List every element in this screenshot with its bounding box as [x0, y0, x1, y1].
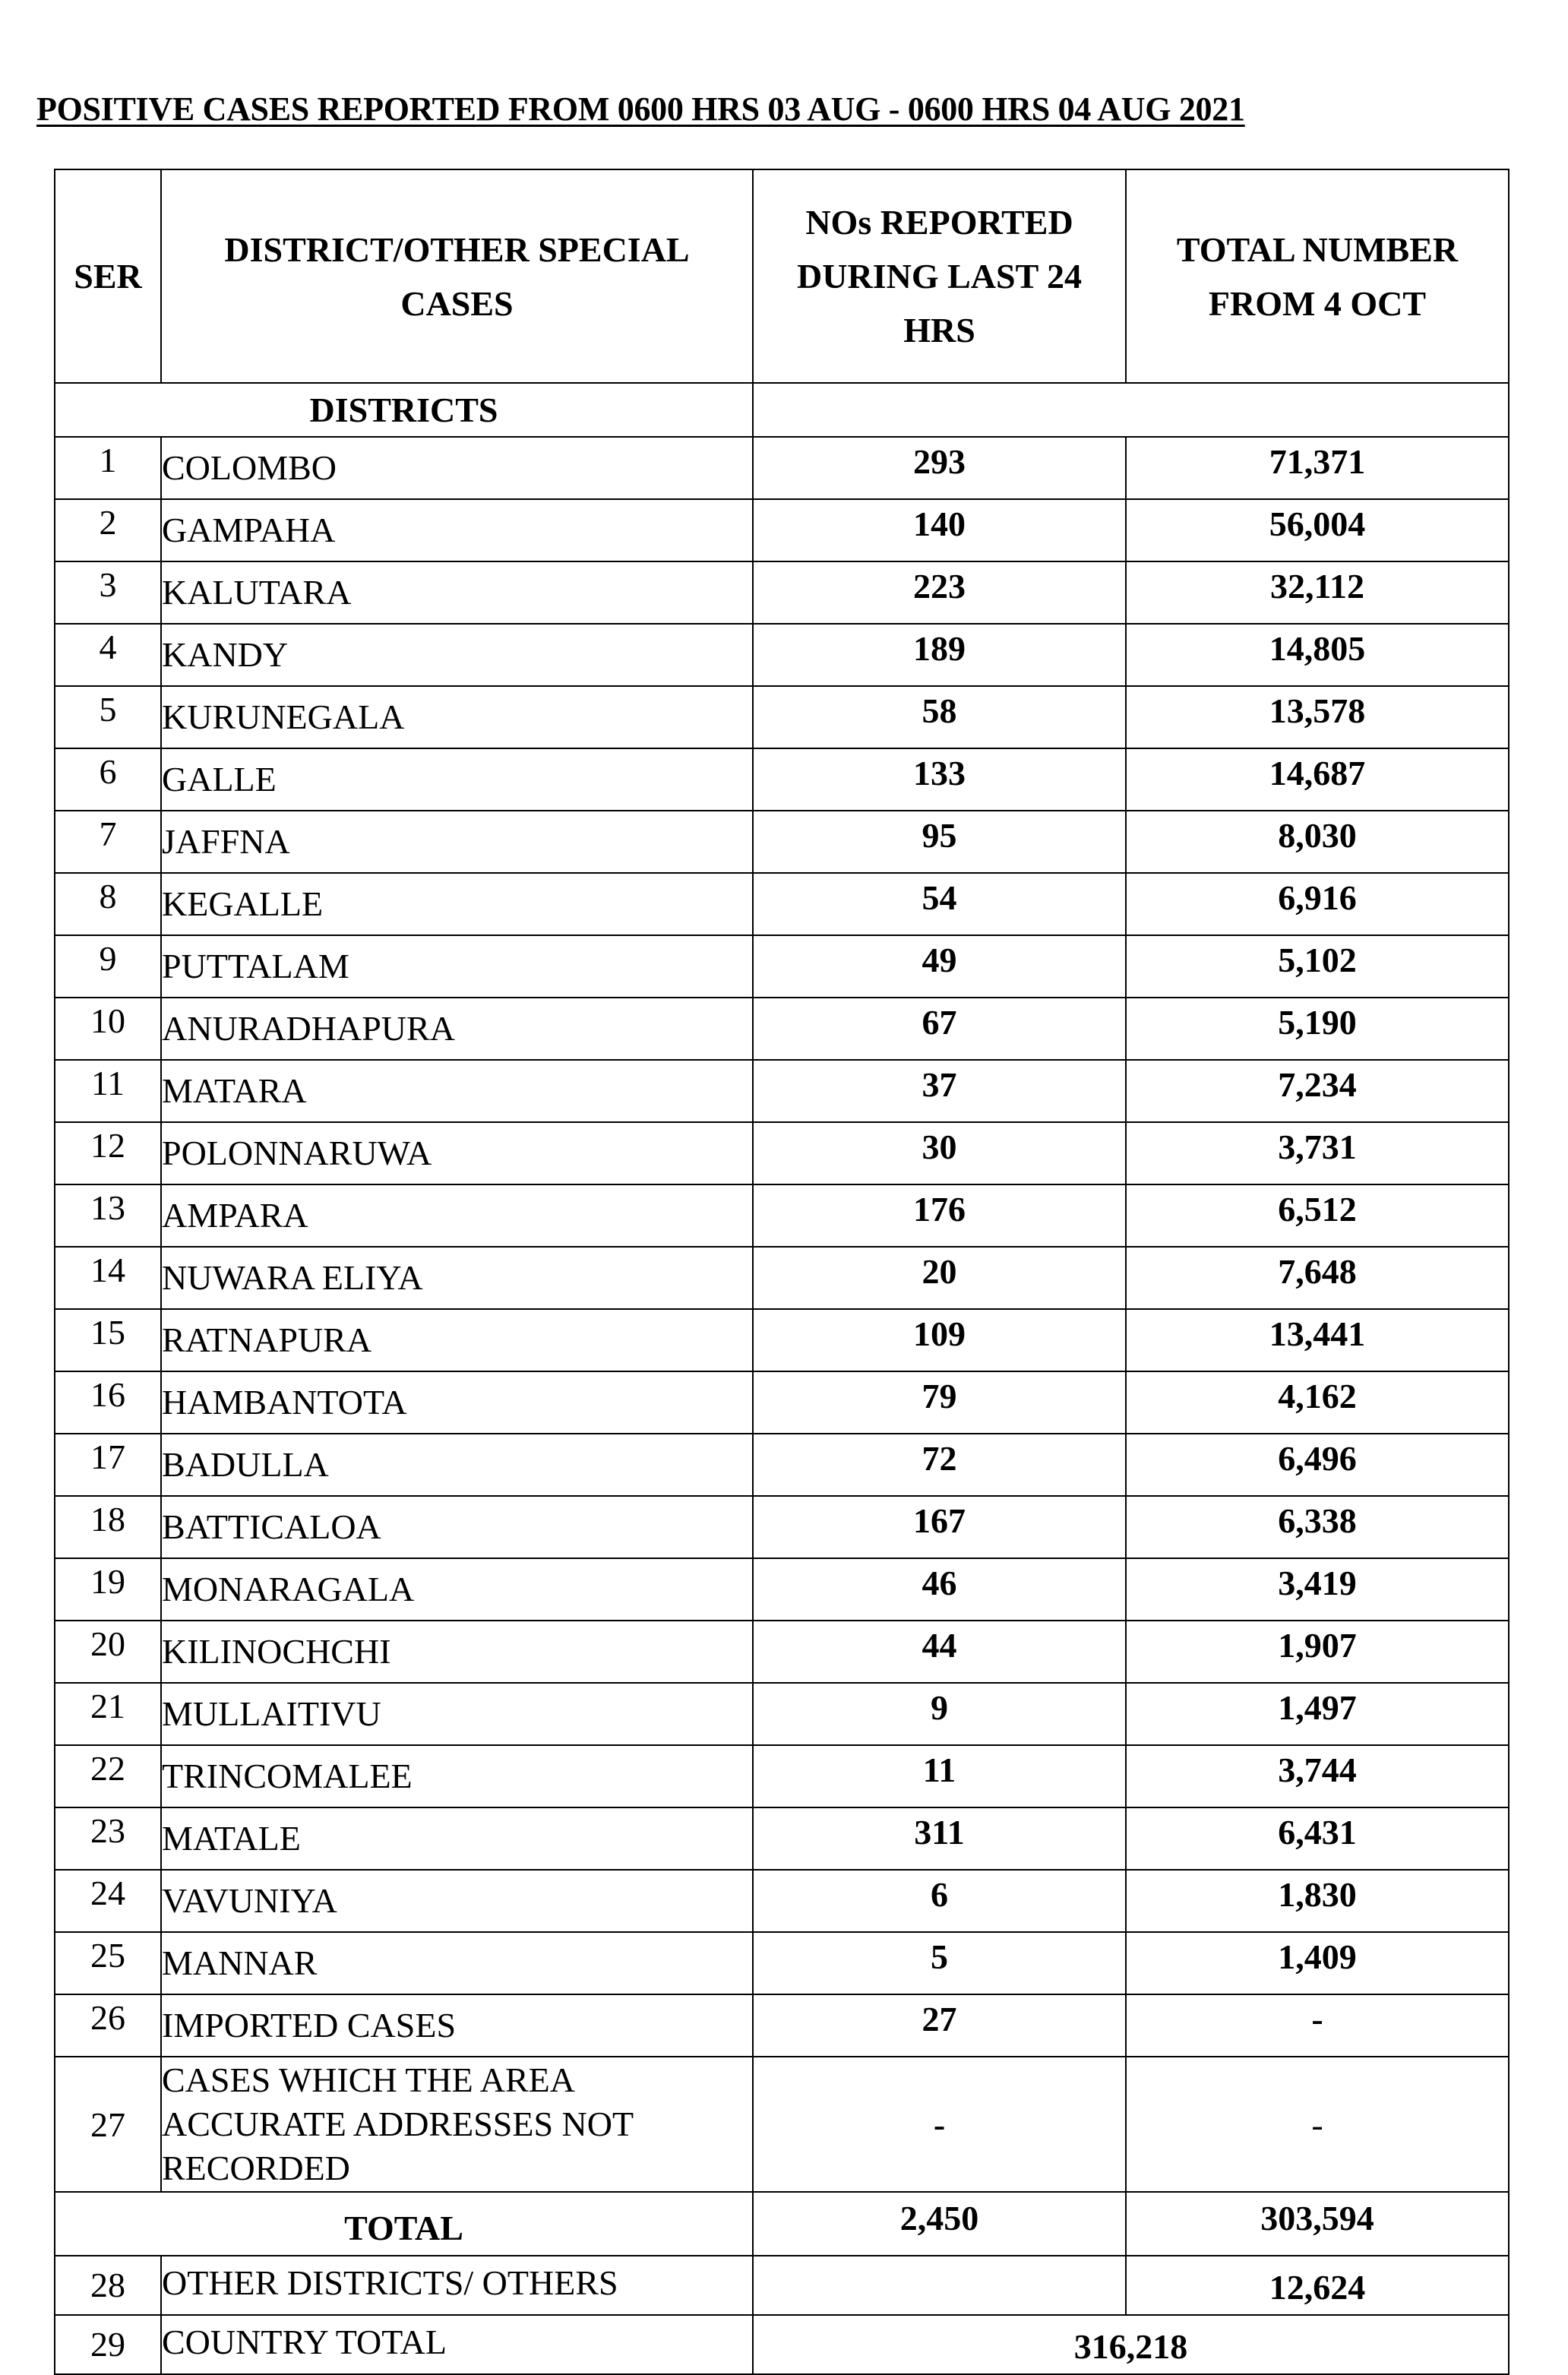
table-row — [55, 686, 1509, 748]
total-cell: 12,624 — [1126, 2256, 1509, 2315]
table-row — [55, 561, 1509, 624]
ser-cell: 12 — [55, 1122, 161, 1184]
district-name-cell: MATARA — [161, 1060, 753, 1122]
total-cell: - — [1126, 1994, 1509, 2057]
district-name-cell: COUNTRY TOTAL — [161, 2315, 753, 2374]
ser-cell: 28 — [55, 2256, 161, 2315]
last24-cell: 67 — [753, 998, 1126, 1060]
table-row — [55, 1558, 1509, 1621]
ser-cell: 3 — [55, 561, 161, 624]
positive-cases-table — [54, 169, 1510, 2375]
last24-cell: 293 — [753, 437, 1126, 499]
ser-cell: 20 — [55, 1621, 161, 1683]
last24-cell: 189 — [753, 624, 1126, 686]
total-cell: 71,371 — [1126, 437, 1509, 499]
total-last24-cell: 2,450 — [753, 2192, 1126, 2256]
last24-cell: 30 — [753, 1122, 1126, 1184]
district-name-cell: KEGALLE — [161, 873, 753, 935]
ser-cell: 2 — [55, 499, 161, 561]
total-cell: - — [1126, 2057, 1509, 2192]
last24-cell: 9 — [753, 1683, 1126, 1745]
table-row — [55, 1122, 1509, 1184]
total-cell: 1,830 — [1126, 1870, 1509, 1932]
last24-cell: 11 — [753, 1745, 1126, 1807]
table-row — [55, 1496, 1509, 1558]
district-name-cell: KALUTARA — [161, 561, 753, 624]
district-name-cell: NUWARA ELIYA — [161, 1247, 753, 1309]
district-name-cell: IMPORTED CASES — [161, 1994, 753, 2057]
last24-cell: 176 — [753, 1184, 1126, 1247]
total-cell: 8,030 — [1126, 811, 1509, 873]
last24-cell: - — [753, 2057, 1126, 2192]
name-line: RECORDED — [162, 2149, 350, 2187]
total-cell: 7,648 — [1126, 1247, 1509, 1309]
total-cell: 14,805 — [1126, 624, 1509, 686]
district-name-cell: KANDY — [161, 624, 753, 686]
document-title: POSITIVE CASES REPORTED FROM 0600 HRS 03 AUG - 0600 HRS 04 AUG 2021 — [36, 90, 1245, 128]
ser-cell: 27 — [55, 2057, 161, 2192]
ser-cell: 16 — [55, 1371, 161, 1434]
last24-cell: 72 — [753, 1434, 1126, 1496]
district-name-cell — [161, 2057, 753, 2192]
total-cell: 1,907 — [1126, 1621, 1509, 1683]
table-row — [55, 1807, 1509, 1870]
table-header-row — [55, 169, 1509, 383]
last24-cell: 5 — [753, 1932, 1126, 1994]
district-name-cell: JAFFNA — [161, 811, 753, 873]
total-cell: 3,744 — [1126, 1745, 1509, 1807]
ser-cell: 13 — [55, 1184, 161, 1247]
total-cell: 13,578 — [1126, 686, 1509, 748]
total-cell: 4,162 — [1126, 1371, 1509, 1434]
table-row — [55, 935, 1509, 998]
section-row-districts — [55, 383, 1509, 437]
table-row — [55, 1994, 1509, 2057]
table-row — [55, 2057, 1509, 2192]
district-name-cell: GAMPAHA — [161, 499, 753, 561]
total-cell: 3,419 — [1126, 1558, 1509, 1621]
district-name-cell: HAMBANTOTA — [161, 1371, 753, 1434]
district-name-cell: VAVUNIYA — [161, 1870, 753, 1932]
district-name-cell: ANURADHAPURA — [161, 998, 753, 1060]
ser-cell: 15 — [55, 1309, 161, 1371]
section-empty-cell — [753, 383, 1509, 437]
total-cell: 3,731 — [1126, 1122, 1509, 1184]
ser-cell: 23 — [55, 1807, 161, 1870]
ser-cell: 14 — [55, 1247, 161, 1309]
last24-cell: 133 — [753, 748, 1126, 811]
district-name-cell: MATALE — [161, 1807, 753, 1870]
ser-cell: 29 — [55, 2315, 161, 2374]
ser-cell: 9 — [55, 935, 161, 998]
district-name-cell: BADULLA — [161, 1434, 753, 1496]
table-row — [55, 1745, 1509, 1807]
table-row — [55, 998, 1509, 1060]
table-row — [55, 499, 1509, 561]
country-total-row — [55, 2315, 1509, 2374]
total-cell: 6,496 — [1126, 1434, 1509, 1496]
district-name-cell: RATNAPURA — [161, 1309, 753, 1371]
last24-cell: 140 — [753, 499, 1126, 561]
table-row — [55, 1309, 1509, 1371]
last24-cell: 223 — [753, 561, 1126, 624]
table-row — [55, 2256, 1509, 2315]
table-row — [55, 1371, 1509, 1434]
total-cell: 13,441 — [1126, 1309, 1509, 1371]
country-total-cell: 316,218 — [753, 2315, 1509, 2374]
table-row — [55, 1621, 1509, 1683]
ser-cell: 1 — [55, 437, 161, 499]
table-row — [55, 624, 1509, 686]
header-last24: NOs REPORTED DURING LAST 24 HRS — [753, 169, 1126, 383]
total-cell: 56,004 — [1126, 499, 1509, 561]
ser-cell: 26 — [55, 1994, 161, 2057]
total-cell: 5,102 — [1126, 935, 1509, 998]
district-name-cell: BATTICALOA — [161, 1496, 753, 1558]
ser-cell: 22 — [55, 1745, 161, 1807]
district-name-cell: MONARAGALA — [161, 1558, 753, 1621]
district-name-cell: KURUNEGALA — [161, 686, 753, 748]
ser-cell: 10 — [55, 998, 161, 1060]
total-cell: 7,234 — [1126, 1060, 1509, 1122]
total-cell: 6,916 — [1126, 873, 1509, 935]
district-name-cell: POLONNARUWA — [161, 1122, 753, 1184]
last24-cell: 311 — [753, 1807, 1126, 1870]
district-name-cell: MANNAR — [161, 1932, 753, 1994]
total-cell: 1,409 — [1126, 1932, 1509, 1994]
district-name-cell: COLOMBO — [161, 437, 753, 499]
district-name-cell: OTHER DISTRICTS/ OTHERS — [161, 2256, 753, 2315]
ser-cell: 5 — [55, 686, 161, 748]
table-row — [55, 1683, 1509, 1745]
table-row — [55, 811, 1509, 873]
last24-cell: 54 — [753, 873, 1126, 935]
ser-cell: 24 — [55, 1870, 161, 1932]
ser-cell: 18 — [55, 1496, 161, 1558]
table-row — [55, 1932, 1509, 1994]
table-row — [55, 1870, 1509, 1932]
ser-cell: 8 — [55, 873, 161, 935]
last24-cell: 49 — [753, 935, 1126, 998]
ser-cell: 19 — [55, 1558, 161, 1621]
last24-cell: 44 — [753, 1621, 1126, 1683]
ser-cell: 25 — [55, 1932, 161, 1994]
district-name-cell: TRINCOMALEE — [161, 1745, 753, 1807]
last24-cell: 167 — [753, 1496, 1126, 1558]
last24-cell: 27 — [753, 1994, 1126, 2057]
header-ser: SER — [55, 169, 161, 383]
district-name-cell: GALLE — [161, 748, 753, 811]
last24-cell: 46 — [753, 1558, 1126, 1621]
district-name-cell: PUTTALAM — [161, 935, 753, 998]
total-cell: 6,431 — [1126, 1807, 1509, 1870]
table-row — [55, 873, 1509, 935]
last24-cell — [753, 2256, 1126, 2315]
header-total: TOTAL NUMBER FROM 4 OCT — [1126, 169, 1509, 383]
ser-cell: 21 — [55, 1683, 161, 1745]
last24-cell: 95 — [753, 811, 1126, 873]
name-line: CASES WHICH THE AREA — [162, 2060, 575, 2099]
table-row — [55, 1247, 1509, 1309]
name-line: ACCURATE ADDRESSES NOT — [162, 2105, 634, 2143]
district-name-cell: KILINOCHCHI — [161, 1621, 753, 1683]
total-cell: 6,338 — [1126, 1496, 1509, 1558]
table-row — [55, 437, 1509, 499]
last24-cell: 109 — [753, 1309, 1126, 1371]
total-cell: 14,687 — [1126, 748, 1509, 811]
last24-cell: 58 — [753, 686, 1126, 748]
ser-cell: 4 — [55, 624, 161, 686]
district-name-cell: AMPARA — [161, 1184, 753, 1247]
total-total-cell: 303,594 — [1126, 2192, 1509, 2256]
last24-cell: 79 — [753, 1371, 1126, 1434]
total-label: TOTAL — [55, 2192, 753, 2256]
total-cell: 1,497 — [1126, 1683, 1509, 1745]
total-cell: 5,190 — [1126, 998, 1509, 1060]
ser-cell: 7 — [55, 811, 161, 873]
district-name-cell: MULLAITIVU — [161, 1683, 753, 1745]
ser-cell: 11 — [55, 1060, 161, 1122]
ser-cell: 17 — [55, 1434, 161, 1496]
last24-cell: 6 — [753, 1870, 1126, 1932]
total-cell: 6,512 — [1126, 1184, 1509, 1247]
total-row — [55, 2192, 1509, 2256]
table-row — [55, 748, 1509, 811]
last24-cell: 20 — [753, 1247, 1126, 1309]
table-row — [55, 1184, 1509, 1247]
header-district: DISTRICT/OTHER SPECIAL CASES — [161, 169, 753, 383]
ser-cell: 6 — [55, 748, 161, 811]
total-cell: 32,112 — [1126, 561, 1509, 624]
last24-cell: 37 — [753, 1060, 1126, 1122]
table-row — [55, 1060, 1509, 1122]
table-row — [55, 1434, 1509, 1496]
section-label: DISTRICTS — [55, 383, 753, 437]
